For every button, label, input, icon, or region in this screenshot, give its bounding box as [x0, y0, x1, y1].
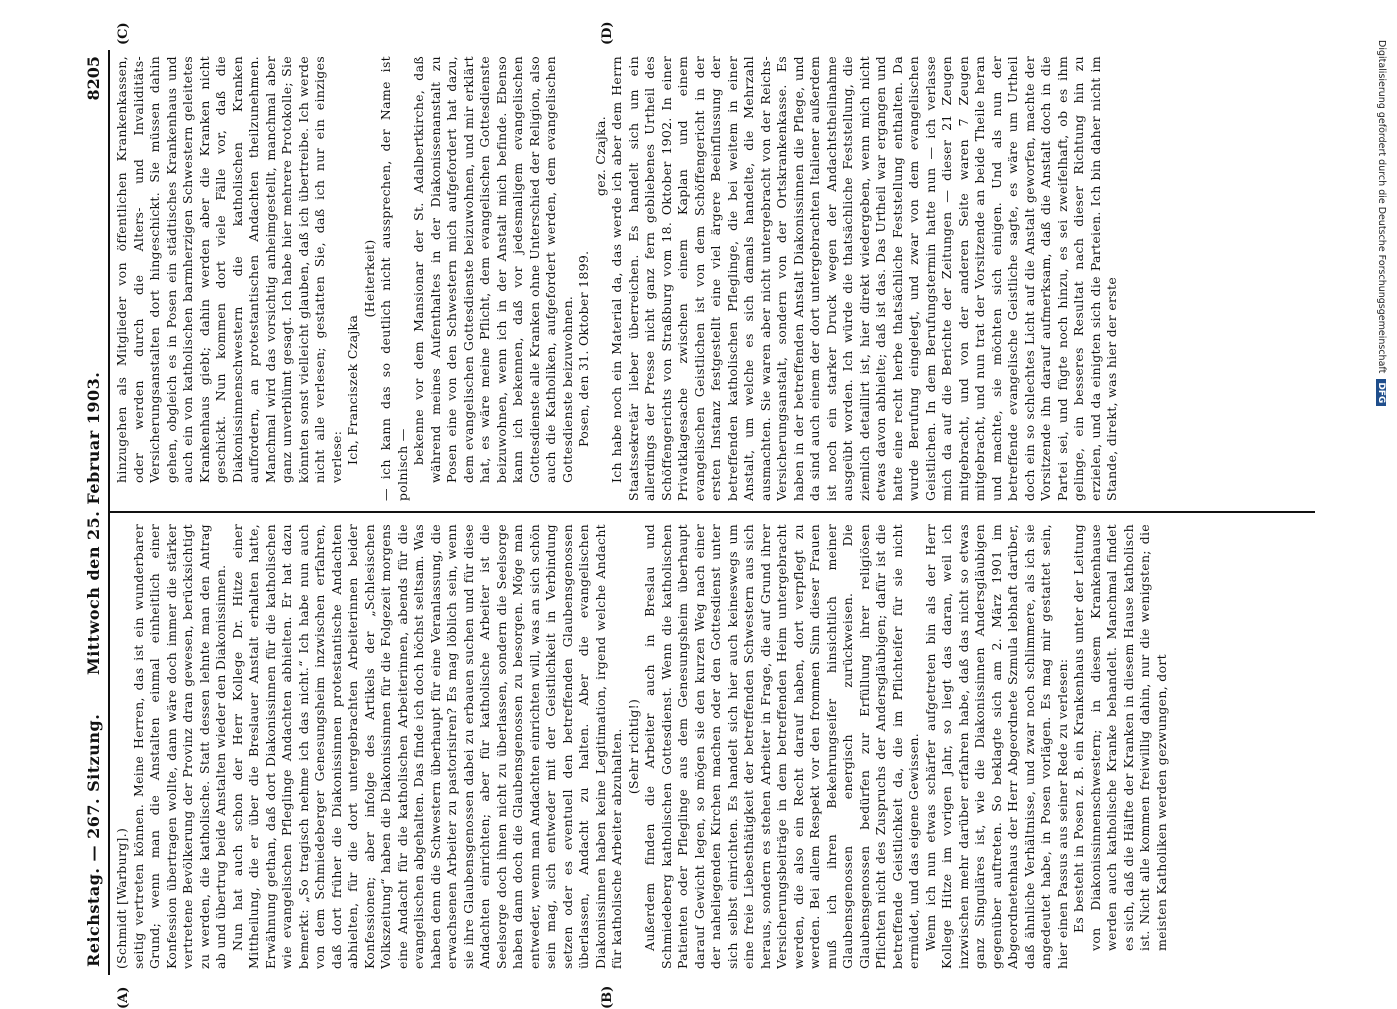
left-column: [114, 524, 1314, 969]
quotation: bekenne vor dem Mansionar der St. Adalbertkirche, daß während meines Aufenthaltes in der Diakonissenanstalt zu Posen eine von den Schwestern mich aufgefordert hat dazu, dem evangelischen Gottesdienste beizuwohnen, und mir erklärt hat, es wäre meine Pflicht, dem evangelischen Gottesdienste beizuwohnen, wenn ich in der Anstalt mich befinde. Ebenso kann ich bekennen, daß vor jedesmaligem evangelischen Gottesdienste alle Kranken ohne Unterschied der Religion, also auch die Katholiken, aufgefordert werden, dem evangelischen Gottesdienste beizuwohnen.: [411, 56, 575, 483]
digitization-text: Digitalisierung gefördert durch die Deutsche Forschungsgemeinschaft: [1376, 40, 1387, 374]
right-column: [114, 56, 1314, 501]
quotation-name: Ich, Franciszek Czajka: [345, 314, 360, 465]
quotation: Es besteht in Posen z. B. ein Krankenhaus unter der Leitung von Diakonissinnenschwestern; in diesem Krankenhause werden auch katholische Kranke behandelt. Manchmal findet es sich, daß die Hälfte der Kranken in diesem Hause katholisch ist. Nicht alle kommen freiwillig dahin, nur die wenigsten; die meisten Katholiken werden gezwungen, dort: [1071, 524, 1169, 951]
paragraph: seitig vertreten können. Meine Herren, das ist ein wunderbarer Grund; wenn man die Anstalten einmal einheitlich einer Konfession übertragen wollte, dann wäre doch immer die stärker vertretene Bevölkerung der Provinz dran gewesen, berücksichtigt zu werden, die katholische. Statt dessen lehnte man den Antrag ab und übertrug beide Anstalten wieder den Diakonissinnen.: [130, 524, 228, 969]
interjection: (Heiterkeit): [361, 239, 377, 318]
paragraph: — ich kann das so deutlich nicht aussprechen, der Name ist polnisch —: [378, 56, 410, 501]
header-session: Reichstag. — 267. Sitzung.: [84, 713, 103, 967]
header-date: Mittwoch den 25. Februar 1903.: [84, 371, 103, 675]
marker-a: (A): [116, 986, 131, 1009]
interjection: (Sehr richtig!): [625, 698, 641, 795]
quotation-signature: gez. Czajka.: [592, 116, 608, 197]
marker-d: (D): [600, 21, 615, 45]
paragraph: Außerdem finden die Arbeiter auch in Breslau und Schmiedeberg katholischen Gottesdienst. Wenn die katholischen Patienten oder Pfleglinge aus dem Genesungsheim überhaupt darauf Gewicht legen, so mögen sie den kurzen Weg nach einer der naheliegenden Kirchen machen oder den Gottesdienst unter sich selbst einrichten. Es handelt sich hier auch keineswegs um eine freie Liebesthätigkeit der betreffenden Schwestern aus sich heraus, sondern es stehen Arbeiter in Frage, die auf Grund ihrer Versicherungsbeiträge in dem betreffenden Heim untergebracht werden, die also ein Recht darauf haben, dort verpflegt zu werden. Bei allem Respekt vor den frommen Sinn dieser Frauen muß ich ihren Bekehrungseifer hinsichtlich meiner Glaubensgenossen energisch zurückweisen. Die Glaubensgenossen bedürfen zur Erfüllung ihrer religiösen Pflichten nicht des Zuspruchs der Andersgläubigen; dafür ist die betreffende Geistlichkeit da, die im Pflichteifer für sie nicht ermüdet, und das eigene Gewissen.: [642, 524, 921, 969]
paragraph: Wenn ich nun etwas schärfer aufgetreten bin als der Herr Kollege Hitze im vorigen Jahr, so liegt das daran, weil ich inzwischen mehr darüber erfahren habe, daß das nicht so etwas ganz Singuläres ist, wie die Diakonissinnen Andersgläubigen gegenüber auftreten. So beklagte sich am 2. März 1901 im Abgeordnetenhaus der Herr Abgeordnete Szmula lebhaft darüber, daß ähnliche Verhältnisse, und zwar noch schlimmere, als ich sie angedeutet habe, in Posen vorlägen. Es mag mir gestattet sein, hier einen Passus aus seiner Rede zu verlesen:: [922, 524, 1070, 969]
column-rule: [110, 511, 1315, 513]
quotation-date: Posen, den 31. Oktober 1899.: [576, 250, 591, 447]
marker-b: (B): [600, 985, 615, 1009]
dfg-logo: DFG: [1376, 379, 1386, 406]
quotation: hinzugehen als Mitglieder von öffentlichen Krankenkassen, oder werden durch die Alters- und Invaliditäts-Versicherungsanstalten dort hingeschickt. Sie müssen dahin gehen, obgleich es in Posen ein städtisches Krankenhaus und auch ein von katholischen barmherzigen Schwestern geleitetes Krankenhaus giebt; dahin werden aber die Kranken nicht geschickt. Nun kommen dort viele Fälle vor, daß die Diakonissinnenschwestern die katholischen Kranken auffordern, an protestantischen Andachten theilzunehmen. Manchmal wird das vorsichtig anheimgestellt, manchmal aber ganz unverblümt gesagt. Ich habe hier mehrere Protokolle; Sie könnten sonst vielleicht glauben, daß ich übertreibe. Ich werde nicht alle verlesen; gestatten Sie, daß ich nur ein einziges verlese:: [114, 56, 344, 483]
speaker-line: (Schmidt [Warburg].): [114, 827, 129, 969]
paragraph: Ich habe noch ein Material da, das werde ich aber dem Herrn Staatssekretär lieber überreichen. Es handelt sich um ein allerdings der Presse nicht ganz fern gebliebenes Urtheil des Schöffengerichts von Straßburg vom 18. Oktober 1902. In einer Privatklagesache zwischen einem Kaplan und einem evangelischen Geistlichen ist von dem Schöffengericht in der ersten Instanz festgestellt eine viel ärgere Beeinflussung der betreffenden katholischen Pfleglinge, die bei weitem in einer Anstalt, um welche es sich damals handelte, die Mehrzahl ausmachten. Sie waren aber nicht untergebracht von der Reichs-Versicherungsanstalt, sondern von der Ortskrankenkasse. Es haben in der betreffenden Anstalt Diakonissinnen die Pflege, und da sind auch einem der dort untergebrachten Italiener außerdem ist noch ein starker Druck wegen der Andachtstheilnahme ausgeübt worden. Ich würde die thatsächliche Feststellung, die ziemlich detaillirt ist, hier direkt wiedergeben, wenn mich nicht etwas davon abhielte; daß ist das. Das Urtheil war ergangen und hatte eine recht herbe thatsächliche Feststellung enthalten. Da wurde Berufung eingelegt, und zwar von dem evangelischen Geistlichen. In dem Berufungstermin hatte nun — ich verlasse mich da auf die Berichte der Zeitungen — dieser 21 Zeugen mitgebracht, und von der anderen Seite waren 7 Zeugen mitgebracht, und nun trat der Vorsitzende an beide Theile heran und machte, sie möchten sich einigen. Und als nun der betreffende evangelische Geistliche sagte, es wäre um Urtheil doch ein so schlechtes Licht auf die Anstalt geworfen, machte der Vorsitzende ihn darauf aufmerksam, daß die Anstalt doch in die Partei sei, und fügte noch hinzu, es sei zweifelhaft, ob es ihm gelinge, ein besseres Resultat nach dieser Richtung hin zu erzielen, und da einigten sich die Parteien. Ich bin daher nicht im Stande, direkt, was hier der erste: [609, 56, 1119, 501]
page-header: [80, 50, 110, 975]
marker-c: (C): [116, 22, 131, 45]
digitization-note: [1365, 40, 1389, 970]
header-page-number: 8205: [84, 56, 103, 101]
rotated-page: [80, 21, 1320, 1009]
paragraph: Nun hat auch schon der Herr Kollege Dr. Hitze einer Mittheilung, die er über die Breslauer Anstalt erhalten hatte, Erwähnung gethan, daß dort Diakonissinnen für die katholischen wie evangelischen Pfleglinge Andachten abhielten. Er hat dazu bemerkt: „So tragisch nehme ich das nicht.“ Ich habe nun auch von dem Schmiedeberger Genesungsheim inzwischen erfahren, daß dort früher die Diakonissinnen protestantische Andachten abhielten, für die dort untergebrachten Arbeiterinnen beider Konfessionen; aber infolge des Artikels der „Schlesischen Volkszeitung“ haben die Diakonissinnen für die Folgezeit morgens eine Andacht für die katholischen Arbeiterinnen, abends für die evangelischen abgehalten. Das finde ich doch höchst seltsam. Was haben denn die Schwestern überhaupt für eine Veranlassung, die erwachsenen Arbeiter zu pastorisiren? Es mag löblich sein, wenn sie ihre Glaubensgenossen dabei zu erbauen suchen und für diese Andachten einrichten; aber für katholische Arbeiter ist die Seelsorge doch ihnen nicht zu überlassen, sondern die Seelsorge haben dann doch die Glaubensgenossen zu besorgen. Möge man entweder, wenn man Andachten einrichten will, was an sich schön sein mag, sich entweder mit der Geistlichkeit in Verbindung setzen oder es eventuell den betreffenden Glaubensgenossen überlassen, Andacht zu halten. Aber die evangelischen Diakonissinnen haben keine Legitimation, irgend welche Andacht für katholische Arbeiter abzuhalten.: [229, 524, 624, 969]
